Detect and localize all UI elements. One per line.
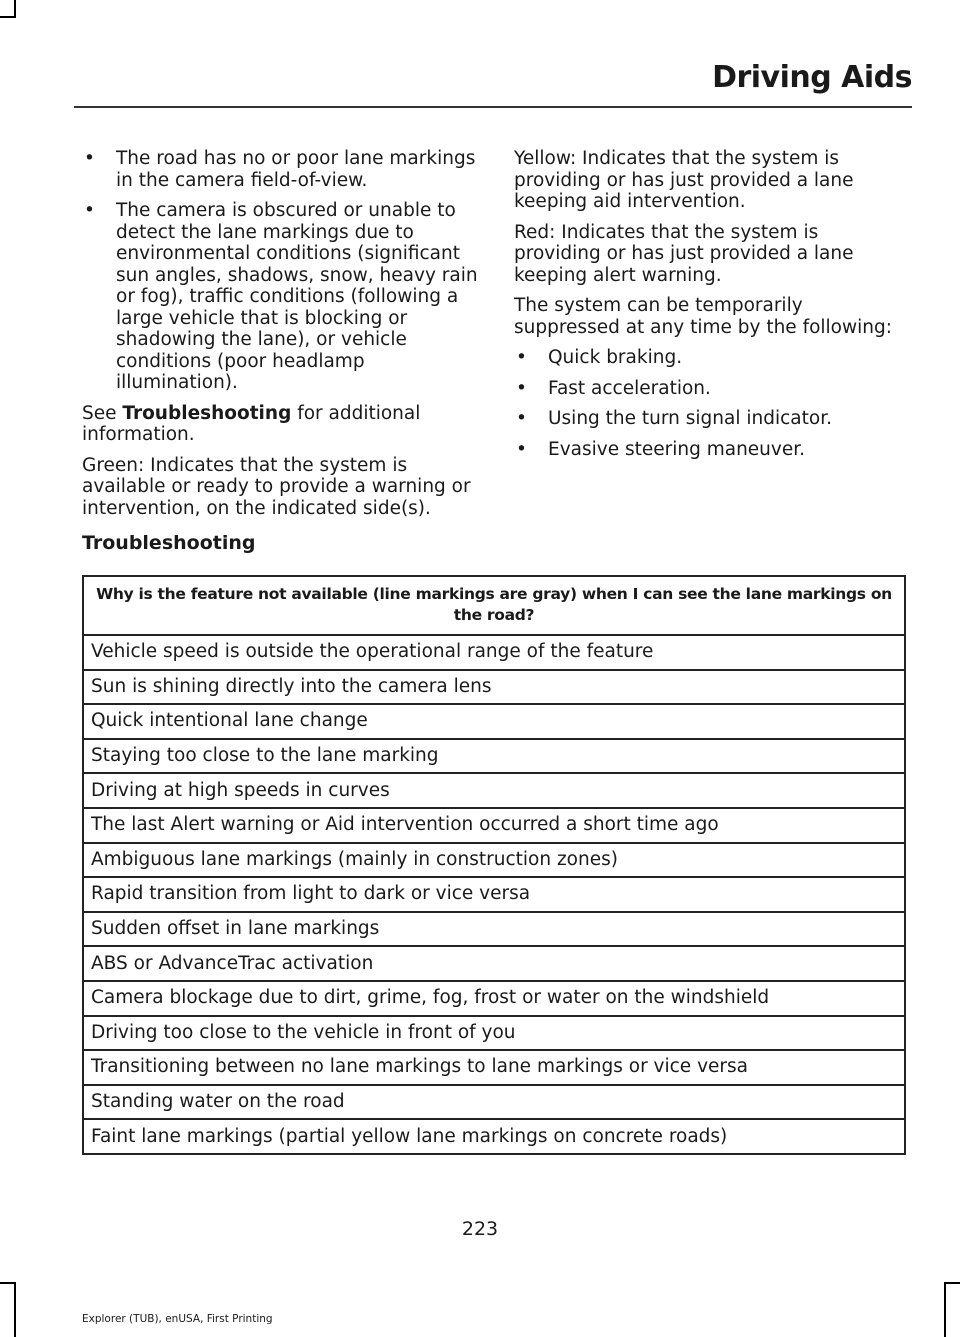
table-row [83,635,905,670]
table-header: Why is the feature not available (line markings are gray) when I can see the lane markings on the road? [83,576,905,635]
table-row [83,704,905,739]
see-suffix: for additional information. [82,402,421,445]
table-cell: ABS or AdvanceTrac activation [83,946,905,981]
table-row [83,773,905,808]
bullet-text: Quick braking. [548,347,683,368]
table-cell: Driving at high speeds in curves [83,773,905,808]
table-header-row [83,576,905,635]
table-cell: Staying too close to the lane marking [83,739,905,774]
crop-mark [0,16,16,18]
table-row [83,1050,905,1085]
table-cell: Quick intentional lane change [83,704,905,739]
bullet-text: The road has no or poor lane markings in the camera field-of-view. [116,148,476,191]
footer-text: Explorer (TUB), enUSA, First Printing [82,1313,273,1325]
crop-mark [944,1282,946,1337]
table-row [83,1119,905,1154]
list-item [514,347,910,369]
troubleshooting-table [82,575,906,1155]
green-indicator-paragraph: Green: Indicates that the system is available or ready to provide a warning or intervention, on the indicated side(s). [82,454,471,519]
list-item [82,200,482,394]
bullet-text: Using the turn signal indicator. [548,408,832,429]
red-indicator-paragraph: Red: Indicates that the system is providing or has just provided a lane keeping alert warning. [514,221,854,286]
bullet-icon: • [516,377,527,399]
bullet-icon: • [516,347,527,368]
page-number: 223 [461,1218,499,1240]
table-row [83,912,905,947]
list-item [82,148,482,191]
crop-mark [0,1282,16,1284]
table-row [83,981,905,1016]
crop-mark [944,1282,960,1284]
bullet-text: Evasive steering maneuver. [548,438,806,460]
troubleshooting-reference: Troubleshooting [122,402,292,424]
bullet-icon: • [84,200,95,221]
bullet-text: Fast acceleration. [548,377,711,399]
table-cell: Rapid transition from light to dark or vice versa [83,877,905,912]
list-item [514,378,910,400]
table-cell: Driving too close to the vehicle in front of you [83,1016,905,1051]
page-title: Driving Aids [712,60,912,95]
bullet-icon: • [516,438,527,460]
table-row [83,843,905,878]
table-row [83,1085,905,1120]
table-cell: The last Alert warning or Aid intervention occurred a short time ago [83,808,905,843]
table-row [83,670,905,705]
see-troubleshooting-paragraph [82,403,482,446]
crop-mark [14,1282,16,1337]
suppression-paragraph: The system can be temporarily suppressed at any time by the following: [514,295,892,338]
table-cell: Camera blockage due to dirt, grime, fog, frost or water on the windshield [83,981,905,1016]
list-item [514,439,910,461]
table-row [83,946,905,981]
bullet-icon: • [84,148,95,169]
yellow-indicator-paragraph: Yellow: Indicates that the system is providing or has just provided a lane keeping aid intervention. [514,148,854,212]
right-column [514,148,910,469]
left-column [82,148,482,528]
section-heading: Troubleshooting [82,532,256,554]
table-cell: Standing water on the road [83,1085,905,1120]
table-row [83,1016,905,1051]
table-cell: Ambiguous lane markings (mainly in construction zones) [83,843,905,878]
bullet-icon: • [516,408,527,429]
table-row [83,877,905,912]
table-cell: Faint lane markings (partial yellow lane markings on concrete roads) [83,1119,905,1154]
table-cell: Sun is shining directly into the camera lens [83,670,905,705]
list-item [514,408,910,430]
table-row [83,808,905,843]
header-divider [74,106,912,108]
table-row [83,739,905,774]
table-cell: Sudden offset in lane markings [83,912,905,947]
table-cell: Transitioning between no lane markings to lane markings or vice versa [83,1050,905,1085]
see-prefix: See [82,402,123,424]
bullet-text: The camera is obscured or unable to detect the lane markings due to environmental conditions (significant sun angles, shadows, snow, heavy rain or fog), traffic conditions (following a large vehicle that is blocking or shadowing the lane), or vehicle conditions (poor headlamp illumination). [116,200,478,393]
table-cell: Vehicle speed is outside the operational range of the feature [83,635,905,670]
